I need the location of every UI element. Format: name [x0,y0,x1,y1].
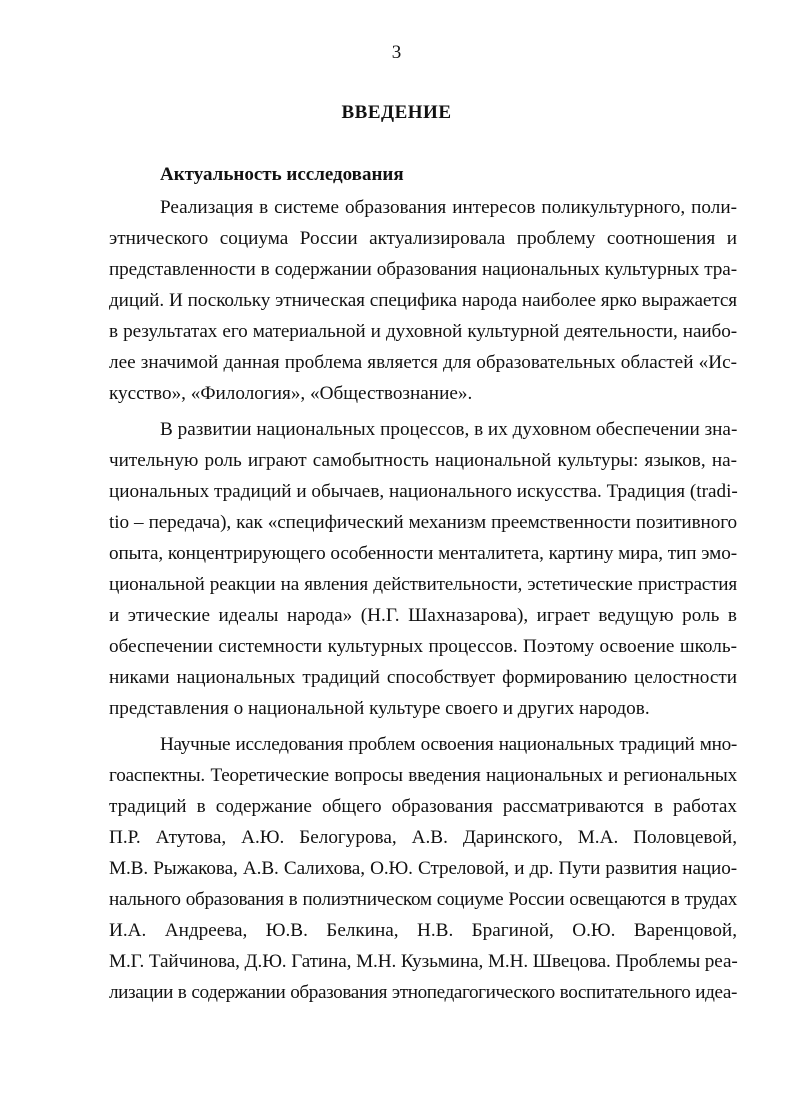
page-title: ВВЕДЕНИЕ [341,102,452,123]
text-line: в результатах его материальной и духовной культурной деятельности, наибо- [109,321,737,342]
text-line: циональных традиций и обычаев, национального искусства. Традиция (tradi- [109,481,738,502]
text-line: и этические идеалы народа» (Н.Г. Шахназарова), играет ведущую роль в [109,605,737,626]
text-line: диций. И поскольку этническая специфика народа наиболее ярко выражается [109,290,737,311]
text-line: представленности в содержании образования национальных культурных тра- [109,259,737,280]
text-line: традиций в содержание общего образования рассматриваются в работах [109,796,737,817]
text-line: кусство», «Филология», «Обществознание». [109,383,473,404]
text-line: Реализация в системе образования интересов поликультурного, поли- [160,197,737,218]
text-line: циональной реакции на явления действительности, эстетические пристрастия [109,574,737,595]
text-line: И.А. Андреева, Ю.В. Белкина, Н.В. Брагиной, О.Ю. Варенцовой, [109,920,737,941]
text-line: tio – передача), как «специфический механизм преемственности позитивного [109,512,737,533]
text-line: никами национальных традиций способствует формированию целостности [109,667,737,688]
text-line: обеспечении системности культурных процессов. Поэтому освоение школь- [109,636,737,657]
text-line: чительную роль играют самобытность национальной культуры: языков, на- [109,450,737,471]
text-line: нального образования в полиэтническом социуме России освещаются в трудах [109,889,737,910]
text-line: М.Г. Тайчинова, Д.Ю. Гатина, М.Н. Кузьмина, М.Н. Швецова. Проблемы реа- [109,951,738,972]
section-heading: Актуальность исследования [160,164,404,185]
page-number: 3 [391,42,402,63]
text-line: гоаспектны. Теоретические вопросы введения национальных и региональных [109,765,737,786]
text-line: П.Р. Атутова, А.Ю. Белогурова, А.В. Даринского, М.А. Половцевой, [109,827,737,848]
text-line: опыта, концентрирующего особенности менталитета, картину мира, тип эмо- [109,543,737,564]
text-line: М.В. Рыжакова, А.В. Салихова, О.Ю. Стреловой, и др. Пути развития нацио- [109,858,737,879]
text-line: лизации в содержании образования этнопедагогического воспитательного идеа- [109,982,737,1003]
text-line: представления о национальной культуре своего и других народов. [109,698,650,719]
text-line: лее значимой данная проблема является для образовательных областей «Ис- [109,352,737,373]
text-line: В развитии национальных процессов, в их духовном обеспечении зна- [160,419,738,440]
text-line: Научные исследования проблем освоения национальных традиций мно- [160,734,737,755]
text-line: этнического социума России актуализировала проблему соотношения и [109,228,737,249]
